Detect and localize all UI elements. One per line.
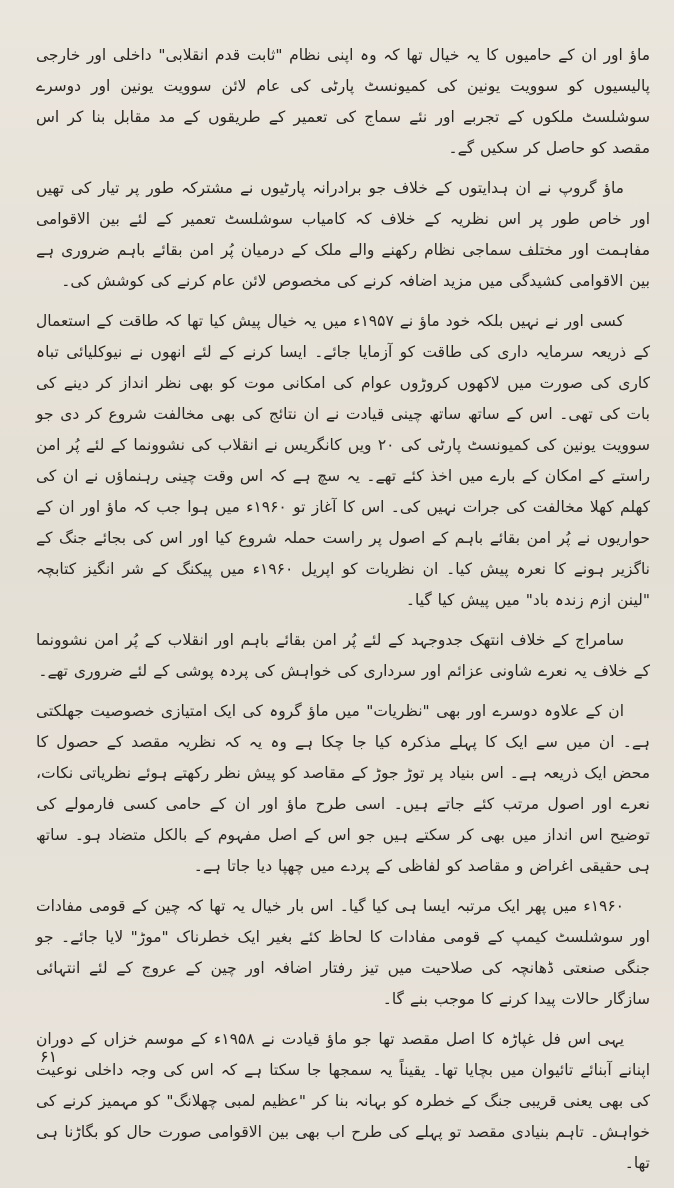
paragraph-6: ۱۹۶۰ء میں پھر ایک مرتبہ ایسا ہی کیا گیا۔ اس بار خیال یہ تھا کہ چین کے قومی مفادات اور سوشلسٹ کیمپ کے قومی مفادات کا لحاظ کئے بغیر ایک خطرناک "موڑ" لایا جائے۔ جو جنگی صنعتی ڈھانچہ کی صلاحیت میں تیز رفتار اضافہ اور چین کے عروج کے لئے انتہائی سازگار حالات پیدا کرنے کا موجب بنے گا۔: [36, 897, 650, 1008]
page-number: ۶۱: [40, 1047, 58, 1066]
paragraph-7: یہی اس فل غپاڑہ کا اصل مقصد تھا جو ماؤ قیادت نے ۱۹۵۸ء کے موسم خزاں کے دوران اپنانے آبنائے تائیوان میں بچایا تھا۔ یقیناً یہ سمجھا جا سکتا ہے کہ اس کی وجہ داخلی نوعیت کی بھی یعنی قریبی جنگ کے خطرہ کو بہانہ بنا کر "عظیم لمبی چھلانگ" کو مہمیز کرنے کی خواہش۔ تاہم بنیادی مقصد تو پہلے کی طرح اب بھی بین الاقوامی صورت حال کو بگاڑنا ہی تھا۔: [36, 1030, 650, 1172]
body-text: [36, 40, 650, 1188]
paragraph-5: ان کے علاوہ دوسرے اور بھی "نظریات" میں ماؤ گروہ کی ایک امتیازی خصوصیت جھلکتی ہے۔ ان میں سے ایک کا پہلے مذکرہ کیا جا چکا ہے وہ یہ کہ نظریہ مقصد کے حصول کا محض ایک ذریعہ ہے۔ اس بنیاد پر توڑ جوڑ کے مقاصد کو پیش نظر رکھتے ہوئے نظریاتی نکات، نعرے اور اصول مرتب کئے جاتے ہیں۔ اسی طرح ماؤ اور ان کے حامی کسی فارمولے کی توضیح اس انداز میں بھی کر سکتے ہیں جو اس کے اصل مفہوم کے بالکل متضاد ہو۔ ساتھ ہی حقیقی اغراض و مقاصد کو لفاظی کے پردے میں چھپا دیا جاتا ہے۔: [36, 702, 650, 875]
paragraph-2: ماؤ گروپ نے ان ہدایتوں کے خلاف جو برادرانہ پارٹیوں نے مشترکہ طور پر تیار کی تھیں اور خاص طور پر اس نظریہ کے خلاف کہ کامیاب سوشلسٹ تعمیر کے لئے بین الاقوامی مفاہمت اور مختلف سماجی نظام رکھنے والے ملک کے درمیان پُر امن بقائے باہم ضروری ہے بین الاقوامی کشیدگی میں مزید اضافہ کرنے کی مخصوص لائن عام کرنے کی کوشش کی۔: [36, 179, 650, 290]
paragraph-3: کسی اور نے نہیں بلکہ خود ماؤ نے ۱۹۵۷ء میں یہ خیال پیش کیا تھا کہ طاقت کے استعمال کے ذریعہ سرمایہ داری کی طاقت کو آزمایا جائے۔ ایسا کرنے کے لئے انھوں نے نیوکلیائی تباہ کاری کی صورت میں لاکھوں کروڑوں عوام کی امکانی موت کو بھی نظر انداز کر دینے کی بات کی تھی۔ اس کے ساتھ ساتھ چینی قیادت نے ان نتائج کی بھی مخالفت شروع کر دی جو سوویت یونین کی کمیونسٹ پارٹی کی ۲۰ ویں کانگریس نے انقلاب کی نشوونما کے لئے پُر امن راستے کے امکان کے بارے میں اخذ کئے تھے۔ یہ سچ ہے کہ اس وقت چینی رہنماؤں نے ان کی کھلم کھلا مخالفت کی جرات نہیں کی۔ اس کا آغاز تو ۱۹۶۰ء میں ہوا جب کہ ماؤ اور ان کے حواریوں نے پُر امن بقائے باہم کے اصول پر راست حملہ شروع کیا اور اس کی بجائے جنگ کے ناگزیر ہونے کا نعرہ پیش کیا۔ ان نظریات کو اپریل ۱۹۶۰ء میں پیکنگ کے شر انگیز کتابچہ "لینن ازم زندہ باد" میں پیش کیا گیا۔: [36, 312, 650, 609]
paragraph-1: ماؤ اور ان کے حامیوں کا یہ خیال تھا کہ وہ اپنی نظام "ثابت قدم انقلابی" داخلی اور خارجی پالیسیوں کو سوویت یونین کی کمیونسٹ پارٹی کی عام لائن سوویت یونین اور دوسرے سوشلسٹ ملکوں کے تجربے اور نئے سماج کی تعمیر کے طریقوں کے مد مقابل بنا کر اس مقصد کو حاصل کر سکیں گے۔: [36, 46, 650, 157]
paragraph-4: سامراج کے خلاف انتھک جدوجہد کے لئے پُر امن بقائے باہم اور انقلاب کے پُر امن نشوونما کے خلاف یہ نعرے شاونی عزائم اور سرداری کی خواہش کی پردہ پوشی کے لئے ضروری تھے۔: [36, 631, 650, 680]
